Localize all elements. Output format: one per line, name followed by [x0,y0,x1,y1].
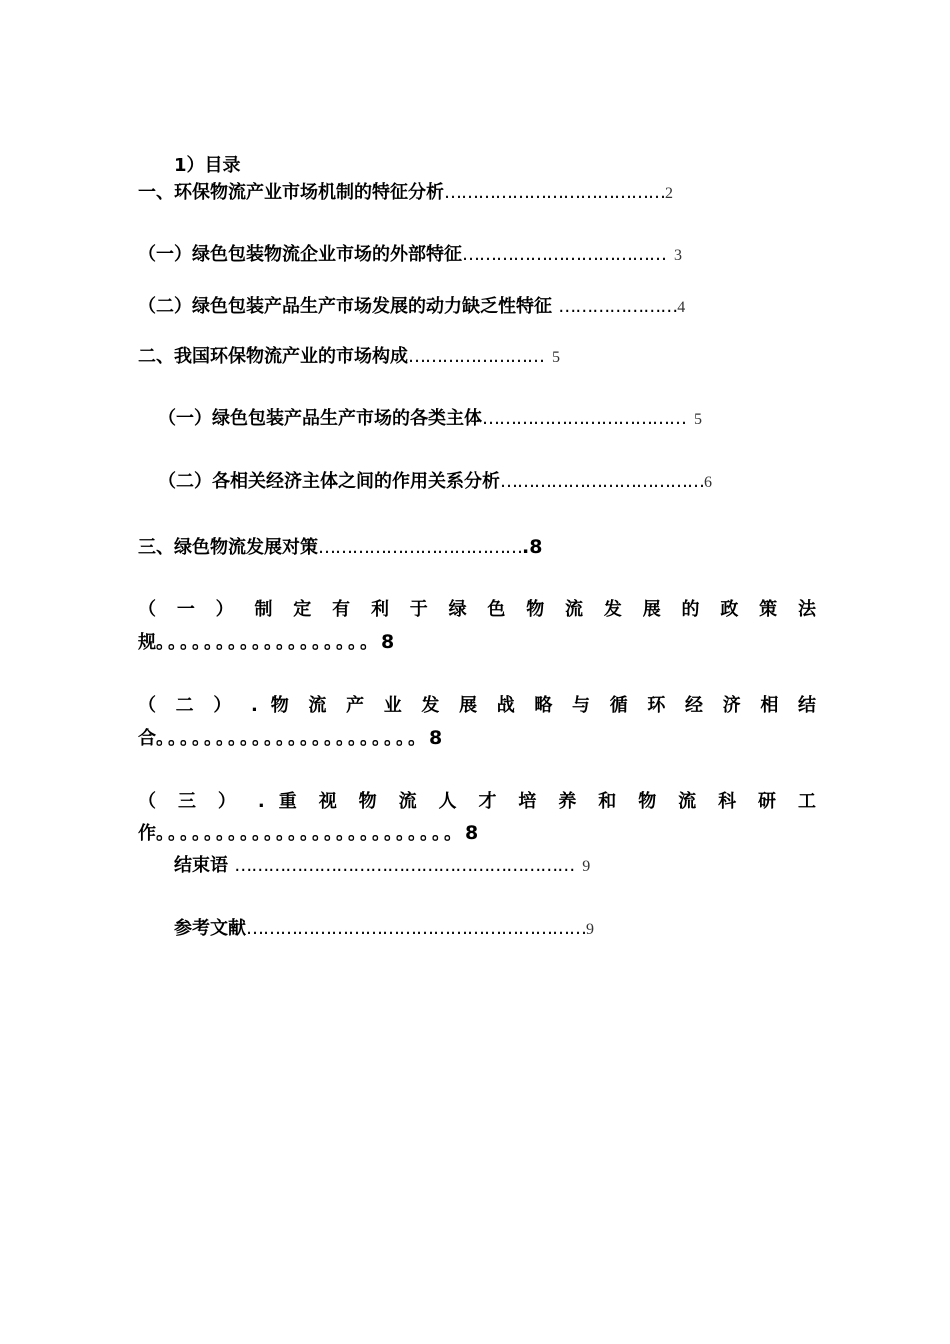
toc-entry-title-tail: 规 [138,632,156,653]
toc-entry-title: （二）绿色包装产品生产市场发展的动力缺乏性特征 [138,296,552,317]
toc-leader-dots: …………………… [408,346,544,367]
toc-page-number: 9 [582,858,591,875]
toc-entry-title: 结束语 [174,855,228,876]
toc-page-number: 8 [429,727,443,749]
toc-leader-dots: 。。。。。。。。。。。。。。。。。。。。。。 [156,728,429,749]
toc-entry-title-line2 [138,821,478,846]
toc-leader-dots: ……………………………… [500,471,704,492]
toc-heading: 1）目录 [174,155,241,176]
toc-page-number: 8 [381,631,395,653]
toc-entry-title: （一）绿色包装物流企业市场的外部特征 [138,244,462,265]
toc-entry-title-line1: （ 二 ） . 物 流 产 业 发 展 战 略 与 循 环 经 济 相 结 [138,695,816,716]
toc-page-number: 2 [665,185,673,202]
toc-entry-title: （一）绿色包装产品生产市场的各类主体 [158,408,482,429]
toc-entry-title: 一、环保物流产业市场机制的特征分析 [138,182,444,203]
toc-entry[interactable] [138,535,542,560]
toc-page-number: 8 [465,822,479,844]
toc-leader-dots: …………………………………………………… [246,918,586,939]
toc-entry[interactable] [174,854,590,879]
toc-entry-title: 三、绿色物流发展对策 [138,537,318,558]
toc-entry-title-tail: 合 [138,728,156,749]
toc-page-number: 9 [586,921,594,938]
toc-entry[interactable] [158,407,702,432]
toc-page-number: 5 [552,349,560,366]
toc-entry[interactable] [138,243,682,268]
toc-leader-dots: ………………… [558,296,678,317]
toc-entry-title-line2 [138,726,442,751]
toc-entry-title-line2 [138,630,394,655]
toc-page-number: .8 [522,536,543,558]
toc-page-number: 6 [704,474,712,491]
toc-entry[interactable] [158,470,712,495]
toc-entry[interactable] [138,295,685,320]
toc-leader-dots: ……………………………… [318,537,522,558]
toc-page-number: 5 [694,411,702,428]
toc-entry-title-tail: 作 [138,823,156,844]
toc-entry-title-line1: （ 三 ） . 重 视 物 流 人 才 培 养 和 物 流 科 研 工 [138,791,816,812]
toc-entry-title: 二、我国环保物流产业的市场构成 [138,346,408,367]
toc-leader-dots: ……………………………… [462,244,666,265]
toc-entry-title: （二）各相关经济主体之间的作用关系分析 [158,471,500,492]
toc-entry-title-line1: （ 一 ） 制 定 有 利 于 绿 色 物 流 发 展 的 政 策 法 [138,599,816,620]
toc-page-number: 4 [677,299,686,316]
toc-entry[interactable] [138,345,560,370]
toc-leader-dots: …………………………………………………… [234,855,575,876]
toc-leader-dots: ………………………………… [444,182,665,203]
toc-entry-title: 参考文献 [174,918,246,939]
toc-entry[interactable] [138,181,673,206]
toc-leader-dots: 。。。。。。。。。。。。。。。。。。。。。。。。。 [156,823,465,844]
toc-page-number: 3 [674,247,682,264]
toc-entry[interactable] [174,917,594,942]
toc-leader-dots: ……………………………… [482,408,686,429]
toc-leader-dots: 。。。。。。。。。。。。。。。。。。 [156,632,381,653]
